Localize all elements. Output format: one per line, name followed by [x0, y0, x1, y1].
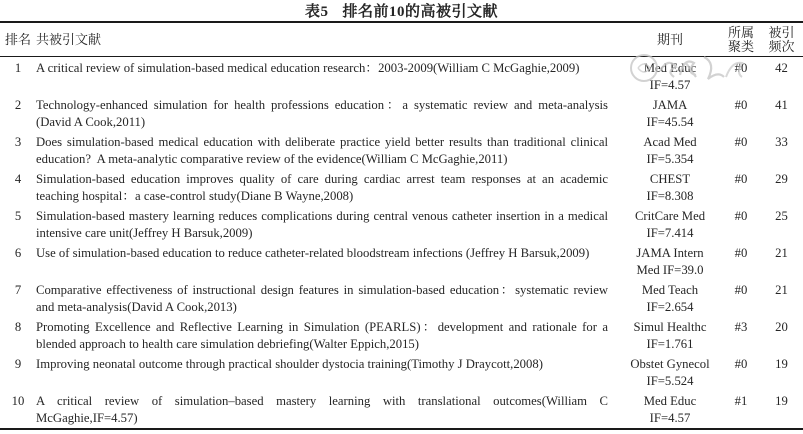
- journal-name: Acad Med: [643, 135, 697, 149]
- journal-cell: [618, 171, 722, 204]
- cluster-cell: #3: [734, 320, 748, 334]
- table-row: [0, 317, 803, 354]
- reference-cell: Use of simulation-based education to reduce catheter-related bloodstream infections (Jeffrey H Barsuk,2009): [36, 246, 590, 260]
- header-reference: 共被引文献: [36, 31, 102, 47]
- table-row: [0, 243, 803, 280]
- rank-cell: 1: [14, 61, 22, 75]
- frequency-cell: 21: [775, 246, 788, 260]
- journal-impact-factor: IF=5.524: [646, 373, 694, 388]
- journal-cell: [618, 208, 722, 241]
- journal-cell: [618, 245, 722, 278]
- table-header-row: [0, 21, 803, 57]
- frequency-cell: 33: [775, 135, 788, 149]
- journal-name: JAMA: [652, 98, 688, 112]
- cluster-cell: #0: [734, 61, 748, 75]
- frequency-cell: 25: [775, 209, 788, 223]
- journal-name: Simul Healthc: [633, 320, 707, 334]
- cluster-cell: #0: [734, 246, 748, 260]
- rank-cell: 2: [14, 98, 22, 112]
- journal-cell: [618, 60, 722, 93]
- table-row: [0, 169, 803, 206]
- frequency-cell: 42: [775, 61, 788, 75]
- frequency-cell: 29: [775, 172, 788, 186]
- journal-cell: [618, 319, 722, 352]
- reference-cell: Comparative effectiveness of instructional design features in simulation-based education：systematic review and meta-analysis(David A Cook,2013): [36, 283, 608, 314]
- rank-cell: 6: [14, 246, 22, 260]
- journal-cell: [618, 134, 722, 167]
- journal-cell: [618, 97, 722, 130]
- journal-impact-factor: IF=7.414: [646, 225, 694, 240]
- journal-name: JAMA Intern: [636, 246, 704, 260]
- journal-cell: [618, 393, 722, 426]
- reference-cell: A critical review of simulation-based medical education research：2003-2009(William C McGaghie,2009): [36, 61, 580, 75]
- journal-impact-factor: IF=4.57: [649, 77, 691, 92]
- table-row: [0, 206, 803, 243]
- rank-cell: 7: [14, 283, 22, 297]
- reference-cell: Promoting Excellence and Reflective Learning in Simulation (PEARLS)：development and rationale for a blended approach to health care simulation debriefing(Walter Eppich,2015): [36, 320, 608, 351]
- table-row: [0, 280, 803, 317]
- frequency-cell: 21: [775, 283, 788, 297]
- table-row: [0, 58, 803, 95]
- rank-cell: 8: [14, 320, 22, 334]
- table-title: 排名前10的高被引文献: [342, 4, 499, 20]
- cluster-cell: #0: [734, 135, 748, 149]
- journal-impact-factor: IF=2.654: [646, 299, 694, 314]
- journal-impact-factor: IF=8.308: [646, 188, 694, 203]
- frequency-cell: 41: [775, 98, 788, 112]
- table-number: 表5: [304, 4, 329, 20]
- table-row: [0, 95, 803, 132]
- reference-cell: Does simulation-based medical education with deliberate practice yield better results than traditional clinical education? A meta-analytic comparative review of the evidence(William C McGaghie,2011): [36, 135, 608, 166]
- journal-name: Med Teach: [641, 283, 699, 297]
- journal-name: Med Educ: [643, 61, 697, 75]
- cluster-cell: #0: [734, 283, 748, 297]
- reference-cell: Technology-enhanced simulation for health professions education：a systematic review and meta-analysis (David A Cook,2011): [36, 98, 608, 129]
- journal-name: CritCare Med: [634, 209, 706, 223]
- reference-cell: Improving neonatal outcome through practical shoulder dystocia training(Timothy J Draycott,2008): [36, 357, 543, 371]
- rank-cell: 4: [14, 172, 22, 186]
- journal-impact-factor: IF=5.354: [646, 151, 694, 166]
- journal-impact-factor: Med IF=39.0: [636, 262, 704, 277]
- cluster-cell: #0: [734, 209, 748, 223]
- journal-name: Obstet Gynecol: [630, 357, 710, 371]
- frequency-cell: 19: [775, 357, 788, 371]
- frequency-cell: 20: [775, 320, 788, 334]
- reference-cell: Simulation-based mastery learning reduces complications during central venous catheter insertion in a medical intensive care unit(Jeffrey H Barsuk,2009): [36, 209, 608, 240]
- journal-impact-factor: IF=4.57: [649, 410, 691, 425]
- journal-impact-factor: IF=45.54: [646, 114, 694, 129]
- cluster-cell: #0: [734, 357, 748, 371]
- table-row: [0, 354, 803, 391]
- table-caption: [0, 0, 803, 21]
- cluster-cell: #1: [734, 394, 748, 408]
- journal-cell: [618, 282, 722, 315]
- rank-cell: 3: [14, 135, 22, 149]
- header-journal: 期刊: [656, 31, 683, 47]
- rank-cell: 10: [11, 394, 25, 408]
- header-cluster: 所属 聚类: [727, 24, 754, 54]
- reference-cell: Simulation-based education improves quality of care during cardiac arrest team responses at an academic teaching hospital：a case-control study(Diane B Wayne,2008): [36, 172, 608, 203]
- rank-cell: 5: [14, 209, 22, 223]
- header-frequency: 被引 频次: [768, 24, 795, 54]
- cluster-cell: #0: [734, 172, 748, 186]
- reference-cell: A critical review of simulation–based mastery learning with translational outcomes(William C McGaghie,IF=4.57): [36, 394, 608, 425]
- journal-name: CHEST: [649, 172, 691, 186]
- journal-cell: [618, 356, 722, 389]
- table-row: [0, 391, 803, 428]
- header-rank: 排名: [4, 31, 31, 47]
- journal-name: Med Educ: [643, 394, 697, 408]
- table-row: [0, 132, 803, 169]
- rank-cell: 9: [14, 357, 22, 371]
- table-body: [0, 57, 803, 430]
- frequency-cell: 19: [775, 394, 788, 408]
- cluster-cell: #0: [734, 98, 748, 112]
- journal-impact-factor: IF=1.761: [646, 336, 694, 351]
